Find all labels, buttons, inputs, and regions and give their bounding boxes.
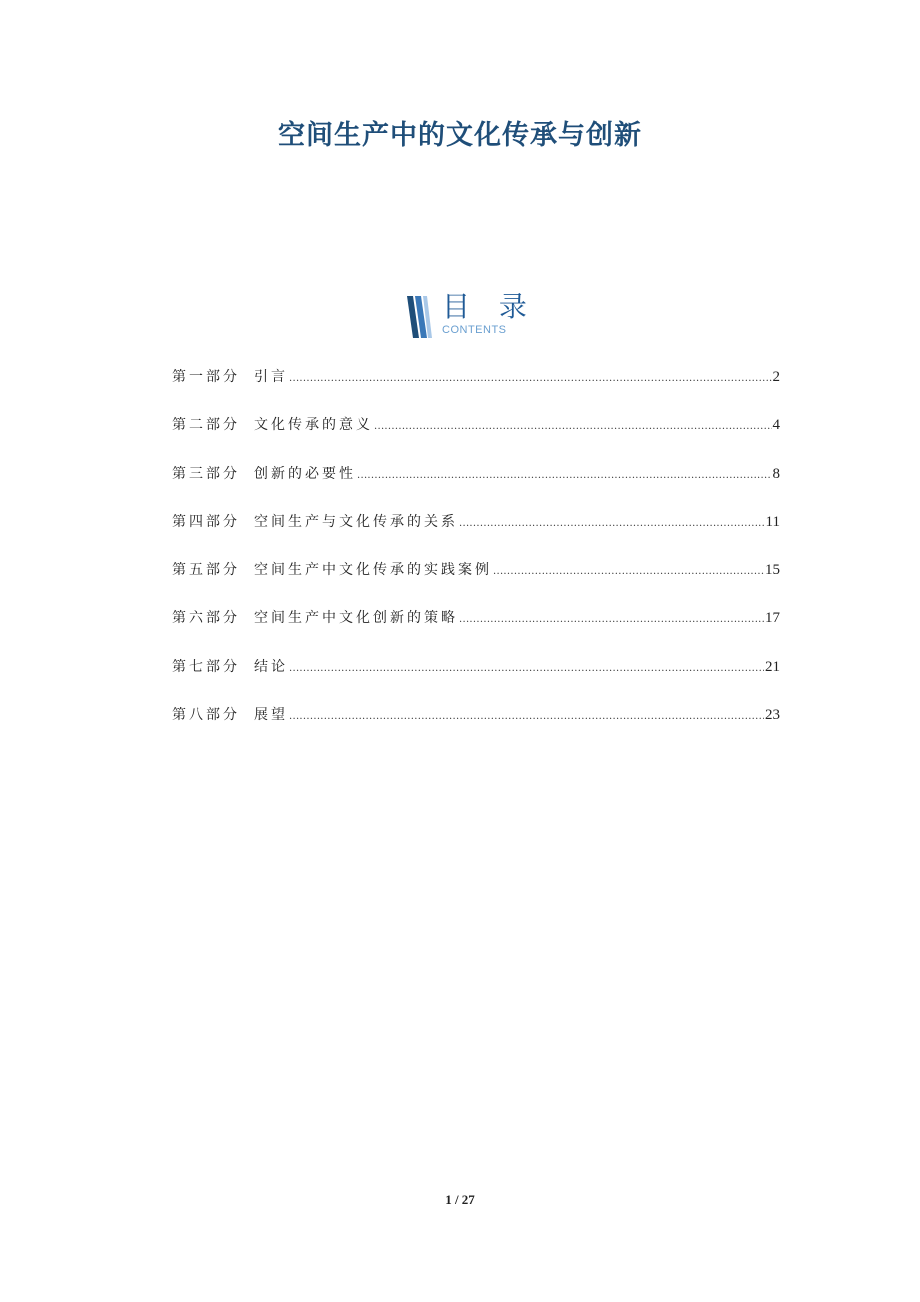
toc-entry-1[interactable] bbox=[172, 364, 780, 412]
toc-entry-page: 21 bbox=[765, 658, 780, 675]
toc-entry-part: 第七部分 bbox=[172, 658, 240, 675]
toc-entry-5[interactable] bbox=[172, 557, 780, 605]
toc-entry-leader bbox=[289, 656, 764, 682]
toc-entry-page: 4 bbox=[772, 417, 780, 434]
toc-entry-part: 第一部分 bbox=[172, 369, 240, 385]
toc-entry-page: 8 bbox=[772, 465, 780, 482]
toc-entry-title: 空间生产中文化创新的策略 bbox=[254, 610, 458, 627]
toc-entry-7[interactable] bbox=[172, 654, 780, 702]
toc-entry-4[interactable] bbox=[172, 509, 780, 557]
document-title: 空间生产中的文化传承与创新 bbox=[278, 120, 642, 151]
toc-logo-icon bbox=[406, 296, 432, 338]
toc-entry-page: 15 bbox=[765, 562, 780, 579]
toc-entry-part: 第六部分 bbox=[172, 610, 240, 627]
toc-entry-3[interactable] bbox=[172, 461, 780, 509]
toc-entry-title: 引言 bbox=[254, 369, 288, 385]
toc-entry-page: 23 bbox=[765, 707, 780, 724]
toc-entry-part: 第八部分 bbox=[172, 707, 240, 724]
toc-heading-subtitle: CONTENTS bbox=[442, 324, 507, 336]
toc-entry-8[interactable] bbox=[172, 702, 780, 750]
toc-entry-6[interactable] bbox=[172, 605, 780, 653]
toc-entry-title: 创新的必要性 bbox=[254, 465, 356, 482]
toc-entry-leader bbox=[289, 704, 764, 730]
toc-list bbox=[172, 364, 780, 750]
toc-entry-part: 第二部分 bbox=[172, 417, 240, 434]
toc-entry-2[interactable] bbox=[172, 412, 780, 460]
toc-entry-leader bbox=[459, 511, 765, 537]
toc-entry-leader bbox=[357, 463, 772, 489]
toc-entry-part: 第五部分 bbox=[172, 562, 240, 579]
toc-entry-leader bbox=[493, 559, 764, 585]
toc-entry-leader bbox=[459, 607, 764, 633]
toc-entry-title: 空间生产与文化传承的关系 bbox=[254, 513, 458, 530]
toc-entry-leader bbox=[289, 366, 772, 392]
toc-heading bbox=[406, 292, 536, 340]
toc-entry-title: 展望 bbox=[254, 707, 288, 724]
toc-entry-page: 11 bbox=[765, 513, 780, 530]
toc-entry-title: 结论 bbox=[254, 658, 288, 675]
toc-entry-title: 文化传承的意义 bbox=[254, 417, 373, 434]
toc-entry-title: 空间生产中文化传承的实践案例 bbox=[254, 562, 492, 579]
toc-entry-page: 2 bbox=[772, 369, 780, 385]
page-number: 1 / 27 bbox=[445, 1192, 475, 1207]
toc-entry-leader bbox=[374, 414, 772, 440]
toc-entry-part: 第四部分 bbox=[172, 513, 240, 530]
toc-entry-part: 第三部分 bbox=[172, 465, 240, 482]
toc-heading-title: 目 录 bbox=[442, 290, 537, 323]
toc-entry-page: 17 bbox=[765, 610, 780, 627]
